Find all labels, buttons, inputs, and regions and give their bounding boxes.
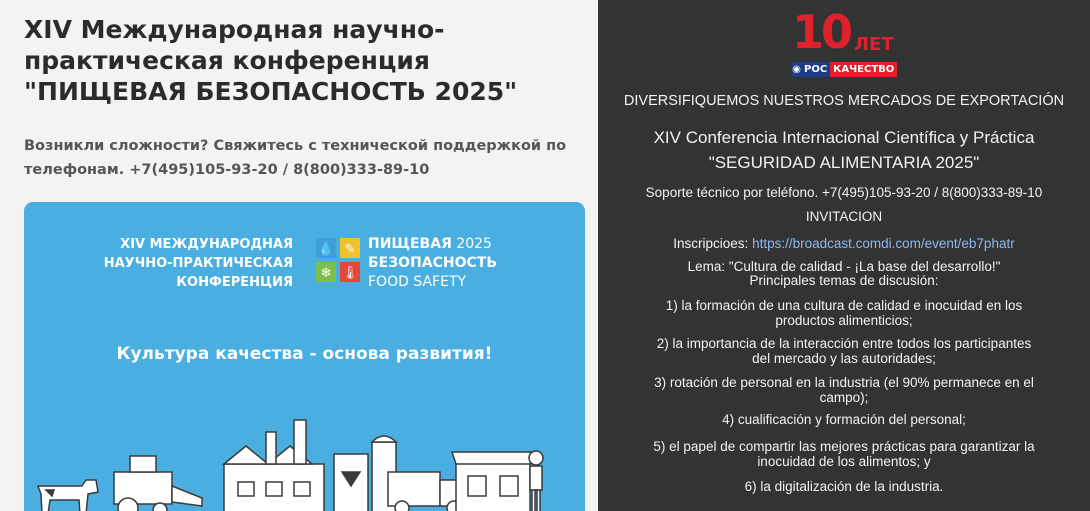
topic-line: 2) la importancia de la interacción entre todos los participantes (656, 336, 1032, 351)
right-panel (598, 0, 1090, 511)
topic-line: productos alimenticios; (775, 313, 913, 328)
registration-label: Inscripcioes: (673, 236, 749, 251)
logo-brand-bar (792, 62, 897, 77)
brand-logo (788, 5, 908, 80)
silo-icon (334, 436, 396, 511)
topic-item (606, 336, 1082, 366)
topic-line: 6) la digitalización de la industria. (744, 479, 944, 494)
logo-number: 10 (792, 5, 851, 59)
motto: Lema: "Cultura de calidad - ¡La base del desarrollo!" (687, 259, 1001, 274)
banner-conference-name (104, 235, 293, 292)
support-es: Soporte técnico por teléfono. +7(495)105-93-20 / 8(800)333-89-10 (645, 185, 1043, 200)
topic-line: 5) el papel de compartir las mejores prácticas para garantizar la (653, 439, 1035, 454)
logo-brand-right: КАЧЕСТВО (830, 62, 897, 77)
factory-icon (224, 420, 324, 511)
banner-food-line2: БЕЗОПАСНОСТЬ (368, 255, 498, 271)
banner-food-safety-text (368, 235, 497, 292)
topic-item (606, 375, 1082, 405)
topic-item (606, 479, 1082, 494)
conference-title-es: "SEGURIDAD ALIMENTARIA 2025" (708, 153, 980, 172)
banner-food-line3: FOOD SAFETY (368, 274, 467, 290)
conference-name-es: XIV Conferencia Internacional Científica y Práctica (653, 128, 1035, 147)
banner-ru-line: НАУЧНО-ПРАКТИЧЕСКАЯ (103, 256, 293, 271)
logo-brand-left: РОС (801, 62, 830, 77)
cow-icon (38, 480, 98, 511)
topic-item (606, 412, 1082, 427)
support-text (24, 134, 590, 182)
registration-link[interactable]: https://broadcast.comdi.com/event/eb7phatr (752, 236, 1015, 251)
page-title-line: практическая конференция (24, 46, 430, 75)
banner-slogan: Культура качества - основа развития! (116, 344, 493, 364)
banner-year: 2025 (456, 236, 492, 252)
topic-line: del mercado y las autoridades; (752, 351, 936, 366)
registration-row (606, 236, 1082, 251)
support-line: телефонам. +7(495)105-93-20 / 8(800)333-89-10 (24, 162, 430, 178)
thermometer-icon: 🌡 (340, 262, 360, 282)
logo-suffix: ЛЕТ (854, 34, 894, 55)
truck-icon (388, 472, 466, 511)
topic-line: campo); (819, 390, 869, 405)
snowflake-icon: ❄ (316, 262, 336, 282)
food-safety-logo-grid (316, 238, 360, 282)
conference-banner (24, 202, 585, 511)
chef-icon (529, 451, 543, 511)
topic-item (606, 298, 1082, 328)
grain-icon: ✎ (340, 238, 360, 258)
water-drop-icon: 💧 (316, 238, 336, 258)
shop-icon (452, 452, 534, 511)
support-line: Возникли сложности? Свяжитесь с технической поддержкой по (24, 138, 567, 154)
topic-line: 1) la formación de una cultura de calidad e inocuidad en los (665, 298, 1023, 313)
banner-ru-line: XIV МЕЖДУНАРОДНАЯ (120, 237, 293, 252)
banner-ru-line: КОНФЕРЕНЦИЯ (176, 275, 293, 290)
topic-line: 4) cualificación y formación del personal; (722, 412, 966, 427)
invitation-label: INVITACION (805, 209, 883, 224)
topics-heading: Principales temas de discusión: (749, 273, 939, 288)
page-title (24, 14, 584, 107)
topic-item (606, 439, 1082, 469)
topic-line: inocuidad de los alimentos; y (757, 454, 931, 469)
industry-illustration (24, 402, 585, 511)
banner-food-line1: ПИЩЕВАЯ (368, 236, 452, 252)
brand-mark-icon: ◉ (792, 64, 801, 75)
export-header: DIVERSIFIQUEMOS NUESTROS MERCADOS DE EXPORTACIÓN (623, 93, 1065, 109)
topic-line: 3) rotación de personal en la industria (el 90% permanece en el (654, 375, 1034, 390)
page-title-line: "ПИЩЕВАЯ БЕЗОПАСНОСТЬ 2025" (24, 77, 518, 106)
page-title-line: XIV Международная научно- (24, 15, 445, 44)
harvester-icon (114, 456, 202, 511)
